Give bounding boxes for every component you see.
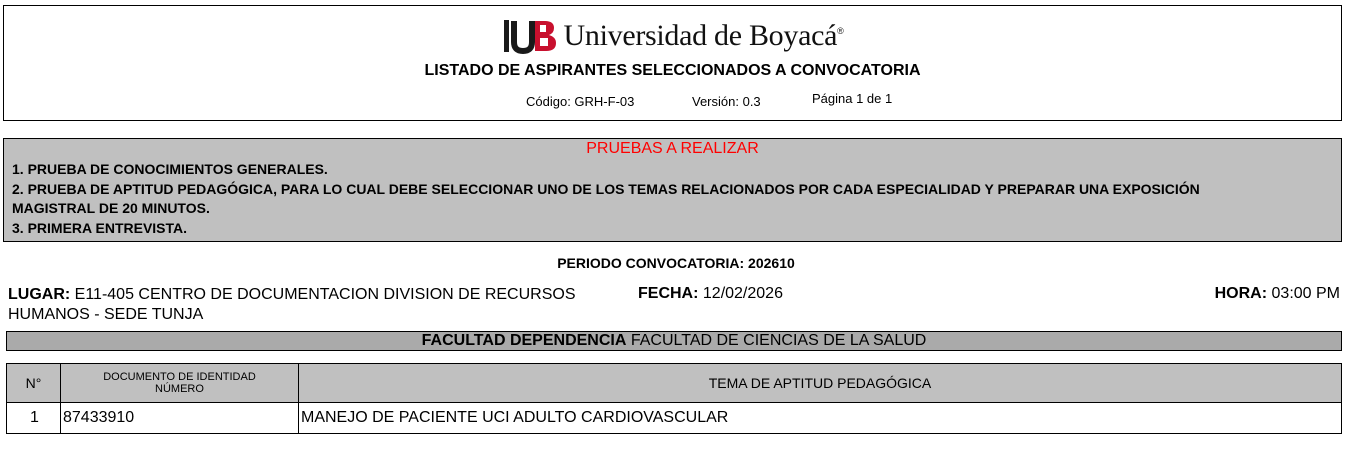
test-item: MAGISTRAL DE 20 MINUTOS.	[12, 200, 210, 216]
logo-text: Universidad de Boyacá	[563, 19, 838, 52]
cell-tema: MANEJO DE PACIENTE UCI ADULTO CARDIOVASCULAR	[299, 403, 1342, 434]
tests-panel	[3, 138, 1342, 242]
test-item: 3. PRIMERA ENTREVISTA.	[12, 219, 188, 236]
table-header-row	[7, 364, 1342, 403]
column-header-document	[61, 364, 299, 403]
university-logo	[4, 16, 1341, 56]
periodo-convocatoria: PERIODO CONVOCATORIA: 202610	[557, 255, 795, 271]
fecha-label: FECHA:	[638, 285, 699, 302]
hora-value: 03:00 PM	[1271, 285, 1340, 302]
cell-number: 1	[7, 403, 61, 434]
document-title: LISTADO DE ASPIRANTES SELECCIONADOS A CONVOCATORIA	[424, 62, 921, 79]
facultad-label: FACULTAD DEPENDENCIA	[421, 332, 627, 349]
logo-registered-mark: ®	[837, 26, 844, 36]
tests-title: PRUEBAS A REALIZAR	[586, 140, 759, 157]
facultad-value: FACULTAD DE CIENCIAS DE LA SALUD	[630, 332, 927, 349]
lugar-value: E11-405 CENTRO DE DOCUMENTACION DIVISION DE RECURSOS HUMANOS - SEDE TUNJA	[8, 286, 576, 323]
aspirants-table	[6, 363, 1342, 434]
document-code: Código: GRH-F-03	[526, 94, 635, 109]
page-number: Página 1 de 1	[812, 91, 893, 106]
column-header-document-line2: NÚMERO	[155, 383, 204, 395]
column-header-tema: TEMA DE APTITUD PEDAGÓGICA	[299, 364, 1342, 403]
document-header	[3, 5, 1342, 121]
test-item: 1. PRUEBA DE CONOCIMIENTOS GENERALES.	[12, 161, 328, 177]
column-header-number: N°	[7, 364, 61, 403]
lugar-field	[8, 285, 608, 325]
table-row	[7, 403, 1342, 434]
lugar-label: LUGAR:	[8, 286, 71, 303]
facultad-bar	[6, 331, 1342, 351]
fecha-field	[638, 285, 783, 303]
fecha-value: 12/02/2026	[702, 285, 783, 302]
column-header-document-line1: DOCUMENTO DE IDENTIDAD	[103, 371, 256, 383]
hora-field	[1215, 285, 1340, 303]
test-item: 2. PRUEBA DE APTITUD PEDAGÓGICA, PARA LO CUAL DEBE SELECCIONAR UNO DE LOS TEMAS RELACIONADOS POR CADA ESPECIALIDAD Y PREPARAR UNA EXPOSICIÓN	[12, 180, 1200, 197]
document-version: Versión: 0.3	[692, 94, 761, 109]
cell-document: 87433910	[61, 403, 299, 434]
ub-logo-icon	[502, 18, 560, 54]
hora-label: HORA:	[1214, 285, 1268, 302]
